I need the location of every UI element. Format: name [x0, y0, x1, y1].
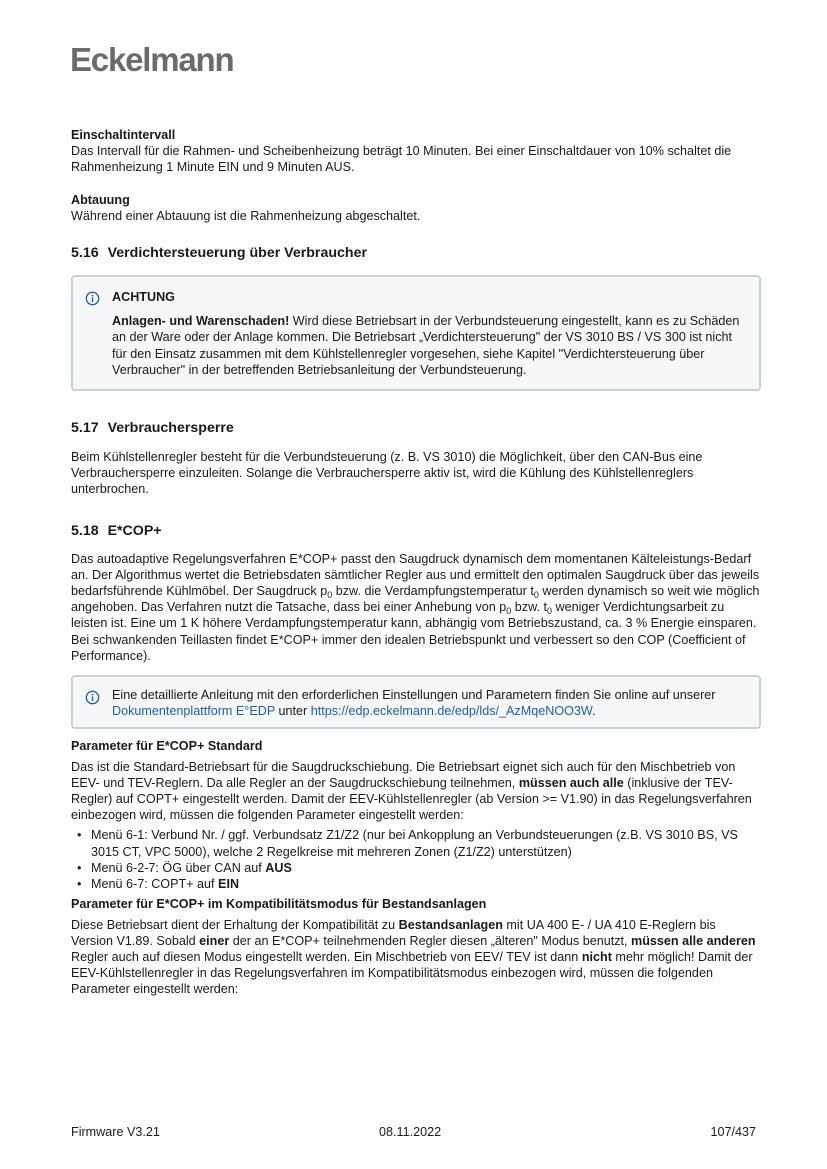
einschalt-heading: Einschaltintervall: [71, 128, 176, 142]
section-5-17-heading: [71, 419, 761, 437]
list-item: [71, 827, 761, 859]
section-5-16-heading: [71, 244, 761, 262]
notice-body: Wird diese Betriebsart in der Verbundsteuerung eingestellt, kann es zu Schäden an der Ware oder der Anlage kommen. Die Betriebsart „Verdichtersteuerung" der VS 3010 BS / VS 300 ist nicht für den Einsatz zusammen mit dem Kühlstellenregler vorgesehen, siehe Kapitel "Verdichtersteuerung über Verbraucher" in der betreffenden Betriebsanleitung der Verbundsteuerung.: [112, 314, 740, 377]
compat-bold-4: nicht: [581, 949, 612, 964]
subscript: 0: [547, 606, 553, 617]
section-number: 5.17: [71, 420, 99, 437]
std-bold-1: müssen auch alle: [518, 775, 624, 790]
ecop-text-4: bzw. t: [511, 600, 547, 615]
compat-text-1: Diese Betriebsart dient der Erhaltung der Kompatibilität zu: [71, 917, 399, 932]
footer-date: 08.11.2022: [379, 1125, 442, 1139]
std-text-1: Das ist die Standard-Betriebsart für die Saugdruckschiebung. Die Betriebsart eignet sich auch für den Mischbetrieb von EEV- und TEV-Reglern. Da alle Regler an der Saugdruckschiebung teilnehmen,: [71, 759, 736, 790]
section-title: Verdichtersteuerung über Verbraucher: [107, 245, 367, 262]
list-item: [71, 860, 761, 876]
subscript: 0: [506, 606, 512, 617]
std-param-list: [71, 827, 761, 892]
einschalt-text: Das Intervall für die Rahmen- und Scheibenheizung beträgt 10 Minuten. Bei einer Einschaltdauer von 10% schaltet die Rahmenheizung 1 Minute EIN und 9 Minuten AUS.: [71, 144, 732, 175]
section-5-18-heading: [71, 522, 761, 540]
section-number: 5.18: [71, 522, 99, 539]
subscript: 0: [533, 590, 539, 601]
std-text: [71, 759, 761, 824]
compat-text: [71, 917, 761, 998]
edp-url-link[interactable]: https://edp.eckelmann.de/edp/lds/_AzMqeNOO3W: [310, 704, 593, 719]
warning-notice: [71, 275, 761, 391]
abtauung-heading: Abtauung: [71, 192, 130, 207]
compat-text-2: mit UA 400 E- / UA 410 E-Reglern bis Version V1.89. Sobald: [71, 917, 716, 948]
compat-text-4: Regler auch auf diesen Modus eingestellt werden. Ein Mischbetrieb von EEV/ TEV ist dann: [71, 949, 582, 964]
edp-link[interactable]: Dokumentenplattform E°EDP: [112, 704, 275, 719]
section-title: E*COP+: [107, 522, 162, 539]
page-content: [71, 127, 761, 998]
info-circle-icon: [85, 291, 100, 306]
ecop-text-3: werden dynamisch so weit wie möglich angehoben. Das Verfahren nutzt die Tatsache, dass bei einer Anhebung von p: [71, 584, 760, 615]
std-heading: Parameter für E*COP+ Standard: [71, 739, 263, 754]
ecop-text-5: weniger Verdichtungsarbeit zu leisten ist. Eine um 1 K höhere Verdampfungstemperatur kann, abhängig vom Betriebszustand, ca. 3 % Energie einsparen. Bei schwankenden Teillasten findet E*COP+ immer den idealen Betriebspunkt und verbessert so den COP (Coefficient of Performance).: [71, 600, 757, 663]
compat-bold-3: müssen alle anderen: [631, 933, 756, 948]
eckelmann-logo: Eckelmann: [70, 41, 234, 78]
std-text-2: (inklusive der TEV-Regler) auf COPT+ eingestellt werden. Damit der EEV-Kühlstellenregler (ab Version >= V1.90) in das Regelungsverfahren einbezogen wird, müssen die folgenden Parameter eingestellt werden:: [71, 775, 752, 823]
notice-label: ACHTUNG: [112, 290, 175, 305]
compat-heading: Parameter für E*COP+ im Kompatibilitätsmodus für Bestandsanlagen: [71, 897, 487, 912]
info-text: [112, 687, 745, 719]
compat-text-5: mehr möglich! Damit der EEV-Kühlstellenregler in das Regelungsverfahren im Kompatibilitätsmodus einbezogen wird, müssen die folgenden Parameter eingestellt werden:: [71, 949, 753, 997]
compat-bold-1: Bestandsanlagen: [398, 917, 503, 932]
abtauung-text: Während einer Abtauung ist die Rahmenheizung abgeschaltet.: [71, 208, 421, 223]
notice-bold: Anlagen- und Warenschaden!: [112, 314, 290, 329]
section-title: Verbrauchersperre: [107, 420, 234, 437]
list-item-text: Menü 6-2-7: ÖG über CAN auf: [91, 860, 266, 875]
list-item-text: Menü 6-7: COPT+ auf: [91, 877, 219, 892]
list-item-bold: AUS: [265, 860, 292, 875]
compat-bold-2: einer: [199, 933, 230, 948]
ecop-text-1: Das autoadaptive Regelungsverfahren E*COP+ passt den Saugdruck dynamisch dem momentanen Kälteleistungs-Bedarf an. Der Algorithmus wertet die Betriebsdaten sämtlicher Regler aus und ermittelt den optimalen Saugdruck über das jeweils bedarfsführende Kühlmöbel. Der Saugdruck p: [71, 551, 760, 599]
footer-firmware: Firmware V3.21: [71, 1125, 160, 1139]
info-notice: [71, 675, 761, 729]
list-item-bold: EIN: [218, 877, 240, 892]
list-item-text: Menü 6-1: Verbund Nr. / ggf. Verbundsatz Z1/Z2 (nur bei Ankopplung an Verbundsteuerungen (z.B. VS 3010 BS, VS 3015 CT, VPC 5000), welche 2 Regelkreise mit mehreren Zonen (Z1/Z2) unterstützen): [91, 828, 738, 859]
notice-text: [112, 313, 745, 378]
list-item: [71, 876, 761, 892]
compat-text-3: der an E*COP+ teilnehmenden Regler diesen „älteren" Modus benutzt,: [229, 933, 632, 948]
subscript: 0: [327, 590, 333, 601]
page-footer: [71, 1124, 756, 1142]
ecop-text-2: bzw. die Verdampfungstemperatur t: [332, 584, 534, 599]
section-number: 5.16: [71, 245, 99, 262]
info-circle-icon: [85, 690, 100, 705]
info-text-2: unter: [275, 704, 311, 719]
info-text-1: Eine detaillierte Anleitung mit den erforderlichen Einstellungen und Parametern finden Sie online auf unserer: [112, 688, 716, 703]
info-text-3: .: [592, 704, 596, 719]
footer-page-number: 107/437: [710, 1125, 756, 1139]
ecop-intro: [71, 551, 761, 664]
verbrauchersperre-text: Beim Kühlstellenregler besteht für die Verbundsteuerung (z. B. VS 3010) die Möglichkeit, über den CAN-Bus eine Verbrauchersperre einzuleiten. Solange die Verbrauchersperre aktiv ist, wird die Kühlung des Kühlstellenreglers unterbrochen.: [71, 450, 703, 497]
